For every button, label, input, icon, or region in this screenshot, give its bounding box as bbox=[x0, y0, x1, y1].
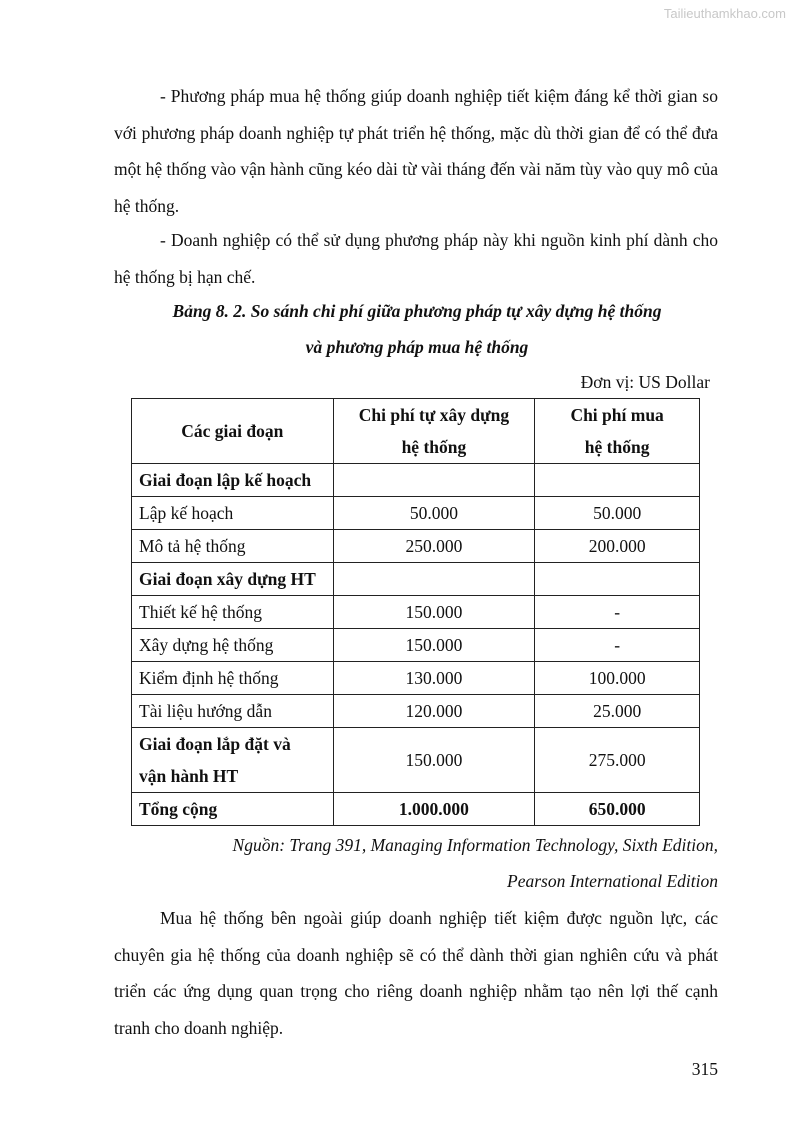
self-built-value bbox=[333, 464, 535, 497]
row-label-line2: vận hành HT bbox=[139, 766, 239, 786]
table-row bbox=[132, 596, 700, 629]
self-built-value: 150.000 bbox=[333, 629, 535, 662]
row-label: Giai đoạn lập kế hoạch bbox=[132, 464, 334, 497]
total-purchase: 650.000 bbox=[535, 793, 700, 826]
purchase-value: 50.000 bbox=[535, 497, 700, 530]
table-row-planning-phase bbox=[132, 464, 700, 497]
header-self-built-cost bbox=[333, 399, 535, 464]
table-caption-line1: Bảng 8. 2. So sánh chi phí giữa phương pháp tự xây dựng hệ thống bbox=[172, 301, 662, 321]
watermark: Tailieuthamkhao.com bbox=[663, 6, 786, 21]
self-built-value: 130.000 bbox=[333, 662, 535, 695]
table-unit: Đơn vị: US Dollar bbox=[580, 372, 710, 392]
self-built-value: 50.000 bbox=[333, 497, 535, 530]
table-row-install-phase bbox=[132, 728, 700, 793]
source-line2: Pearson International Edition bbox=[507, 871, 718, 891]
purchase-value: - bbox=[535, 596, 700, 629]
purchase-value: 200.000 bbox=[535, 530, 700, 563]
paragraph-purchase-time: - Phương pháp mua hệ thống giúp doanh nghiệp tiết kiệm đáng kể thời gian so với phương pháp doanh nghiệp tự phát triển hệ thống, mặc dù thời gian để có thể đưa một hệ thống vào vận hành cũng kéo dài từ vài tháng đến vài năm tùy vào quy mô của hệ thống. bbox=[114, 86, 718, 216]
row-label: Xây dựng hệ thống bbox=[132, 629, 334, 662]
row-label: Lập kế hoạch bbox=[132, 497, 334, 530]
table-row-build-phase bbox=[132, 563, 700, 596]
source-line1: Nguồn: Trang 391, Managing Information Technology, Sixth Edition, bbox=[232, 835, 718, 855]
header-stages: Các giai đoạn bbox=[132, 399, 334, 464]
total-self-built: 1.000.000 bbox=[333, 793, 535, 826]
paragraph-budget-limit: - Doanh nghiệp có thể sử dụng phương pháp này khi nguồn kinh phí dành cho hệ thống bị hạn chế. bbox=[114, 230, 718, 287]
header-purchase-line2: hệ thống bbox=[584, 437, 650, 457]
self-built-value: 150.000 bbox=[333, 596, 535, 629]
row-label: Giai đoạn xây dựng HT bbox=[132, 563, 334, 596]
table-row bbox=[132, 530, 700, 563]
row-label: Tài liệu hướng dẫn bbox=[132, 695, 334, 728]
row-label: Mô tả hệ thống bbox=[132, 530, 334, 563]
purchase-value: 25.000 bbox=[535, 695, 700, 728]
table-caption-line2: và phương pháp mua hệ thống bbox=[305, 337, 529, 357]
row-label-line1: Giai đoạn lắp đặt và bbox=[139, 734, 291, 754]
header-self-built-line2: hệ thống bbox=[401, 437, 467, 457]
row-label: Thiết kế hệ thống bbox=[132, 596, 334, 629]
header-purchase-line1: Chi phí mua bbox=[570, 405, 664, 425]
self-built-value bbox=[333, 563, 535, 596]
self-built-value: 150.000 bbox=[333, 728, 535, 793]
page-number: 315 bbox=[691, 1059, 718, 1079]
row-label bbox=[132, 728, 334, 793]
cost-comparison-table bbox=[131, 398, 700, 826]
table-row bbox=[132, 497, 700, 530]
purchase-value: 100.000 bbox=[535, 662, 700, 695]
total-label: Tổng cộng bbox=[132, 793, 334, 826]
self-built-value: 250.000 bbox=[333, 530, 535, 563]
self-built-value: 120.000 bbox=[333, 695, 535, 728]
header-purchase-cost bbox=[535, 399, 700, 464]
table-row bbox=[132, 695, 700, 728]
row-label: Kiểm định hệ thống bbox=[132, 662, 334, 695]
paragraph-conclusion: Mua hệ thống bên ngoài giúp doanh nghiệp tiết kiệm được nguồn lực, các chuyên gia hệ thống của doanh nghiệp sẽ có thể dành thời gian nghiên cứu và phát triển các ứng dụng quan trọng cho riêng doanh nghiệp nhằm tạo nên lợi thế cạnh tranh cho doanh nghiệp. bbox=[114, 908, 718, 1038]
table-row-total bbox=[132, 793, 700, 826]
purchase-value: - bbox=[535, 629, 700, 662]
table-row bbox=[132, 662, 700, 695]
table-header-row bbox=[132, 399, 700, 464]
table-row bbox=[132, 629, 700, 662]
purchase-value: 275.000 bbox=[535, 728, 700, 793]
header-self-built-line1: Chi phí tự xây dựng bbox=[358, 405, 510, 425]
purchase-value bbox=[535, 563, 700, 596]
purchase-value bbox=[535, 464, 700, 497]
